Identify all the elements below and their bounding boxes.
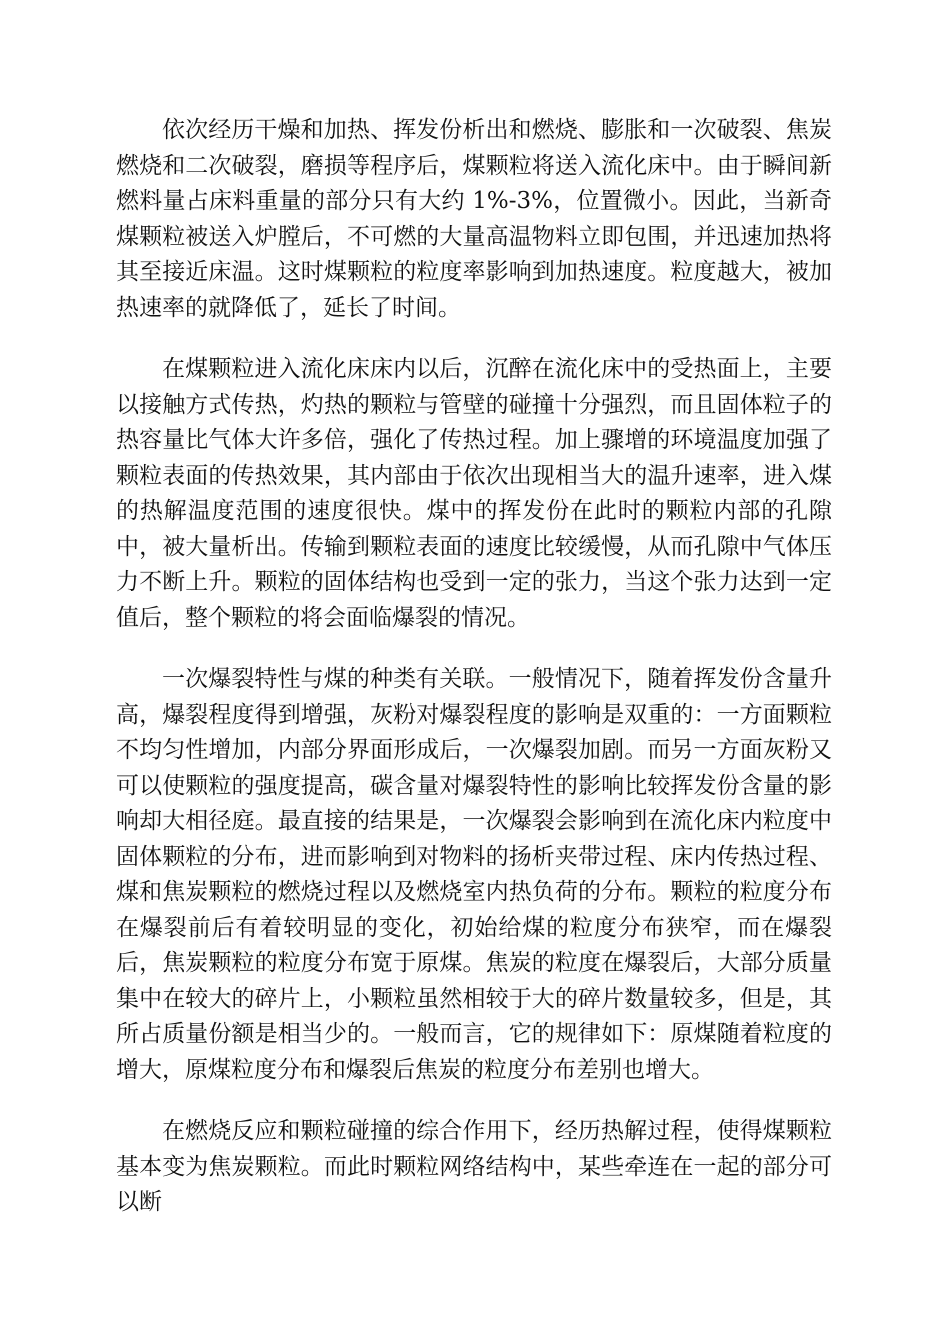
paragraph-1: 依次经历干燥和加热、挥发份析出和燃烧、膨胀和一次破裂、焦炭燃烧和二次破裂，磨损等程序后，煤颗粒将送入流化床中。由于瞬间新燃料量占床料重量的部分只有大约 1%-3%，位置微小。因此，当新奇煤颗粒被送入炉膛后，不可燃的大量高温物料立即包围，并迅速加热将其至接近床温。这时煤颗粒的粒度率影响到加热速度。粒度越大，被加热速率的就降低了，延长了时间。 bbox=[116, 117, 832, 321]
paragraph-2: 在煤颗粒进入流化床床内以后，沉醉在流化床中的受热面上，主要以接触方式传热，灼热的颗粒与管壁的碰撞十分强烈，而且固体粒子的热容量比气体大许多倍，强化了传热过程。加上骤增的环境温度加强了颗粒表面的传热效果，其内部由于依次出现相当大的温升速率，进入煤的热解温度范围的速度很快。煤中的挥发份在此时的颗粒内部的孔隙中，被大量析出。传输到颗粒表面的速度比较缓慢，从而孔隙中气体压力不断上升。颗粒的固体结构也受到一定的张力，当这个张力达到一定值后，整个颗粒的将会面临爆裂的情况。 bbox=[116, 356, 832, 631]
paragraph-4: 在燃烧反应和颗粒碰撞的综合作用下，经历热解过程，使得煤颗粒基本变为焦炭颗粒。而此时颗粒网络结构中，某些牵连在一起的部分可以断 bbox=[116, 1118, 832, 1215]
paragraph-3: 一次爆裂特性与煤的种类有关联。一般情况下，随着挥发份含量升高，爆裂程度得到增强，灰粉对爆裂程度的影响是双重的：一方面颗粒不均匀性增加，内部分界面形成后，一次爆裂加剧。而另一方面灰粉又可以使颗粒的强度提高，碳含量对爆裂特性的影响比较挥发份含量的影响却大相径庭。最直接的结果是，一次爆裂会影响到在流化床内粒度中固体颗粒的分布，进而影响到对物料的扬析夹带过程、床内传热过程、煤和焦炭颗粒的燃烧过程以及燃烧室内热负荷的分布。颗粒的粒度分布在爆裂前后有着较明显的变化，初始给煤的粒度分布狭窄，而在爆裂后，焦炭颗粒的粒度分布宽于原煤。焦炭的粒度在爆裂后，大部分质量集中在较大的碎片上，小颗粒虽然相较于大的碎片数量较多，但是，其所占质量份额是相当少的。一般而言，它的规律如下：原煤随着粒度的增大，原煤粒度分布和爆裂后焦炭的粒度分布差别也增大。 bbox=[116, 666, 832, 1083]
document-page bbox=[116, 113, 832, 1247]
